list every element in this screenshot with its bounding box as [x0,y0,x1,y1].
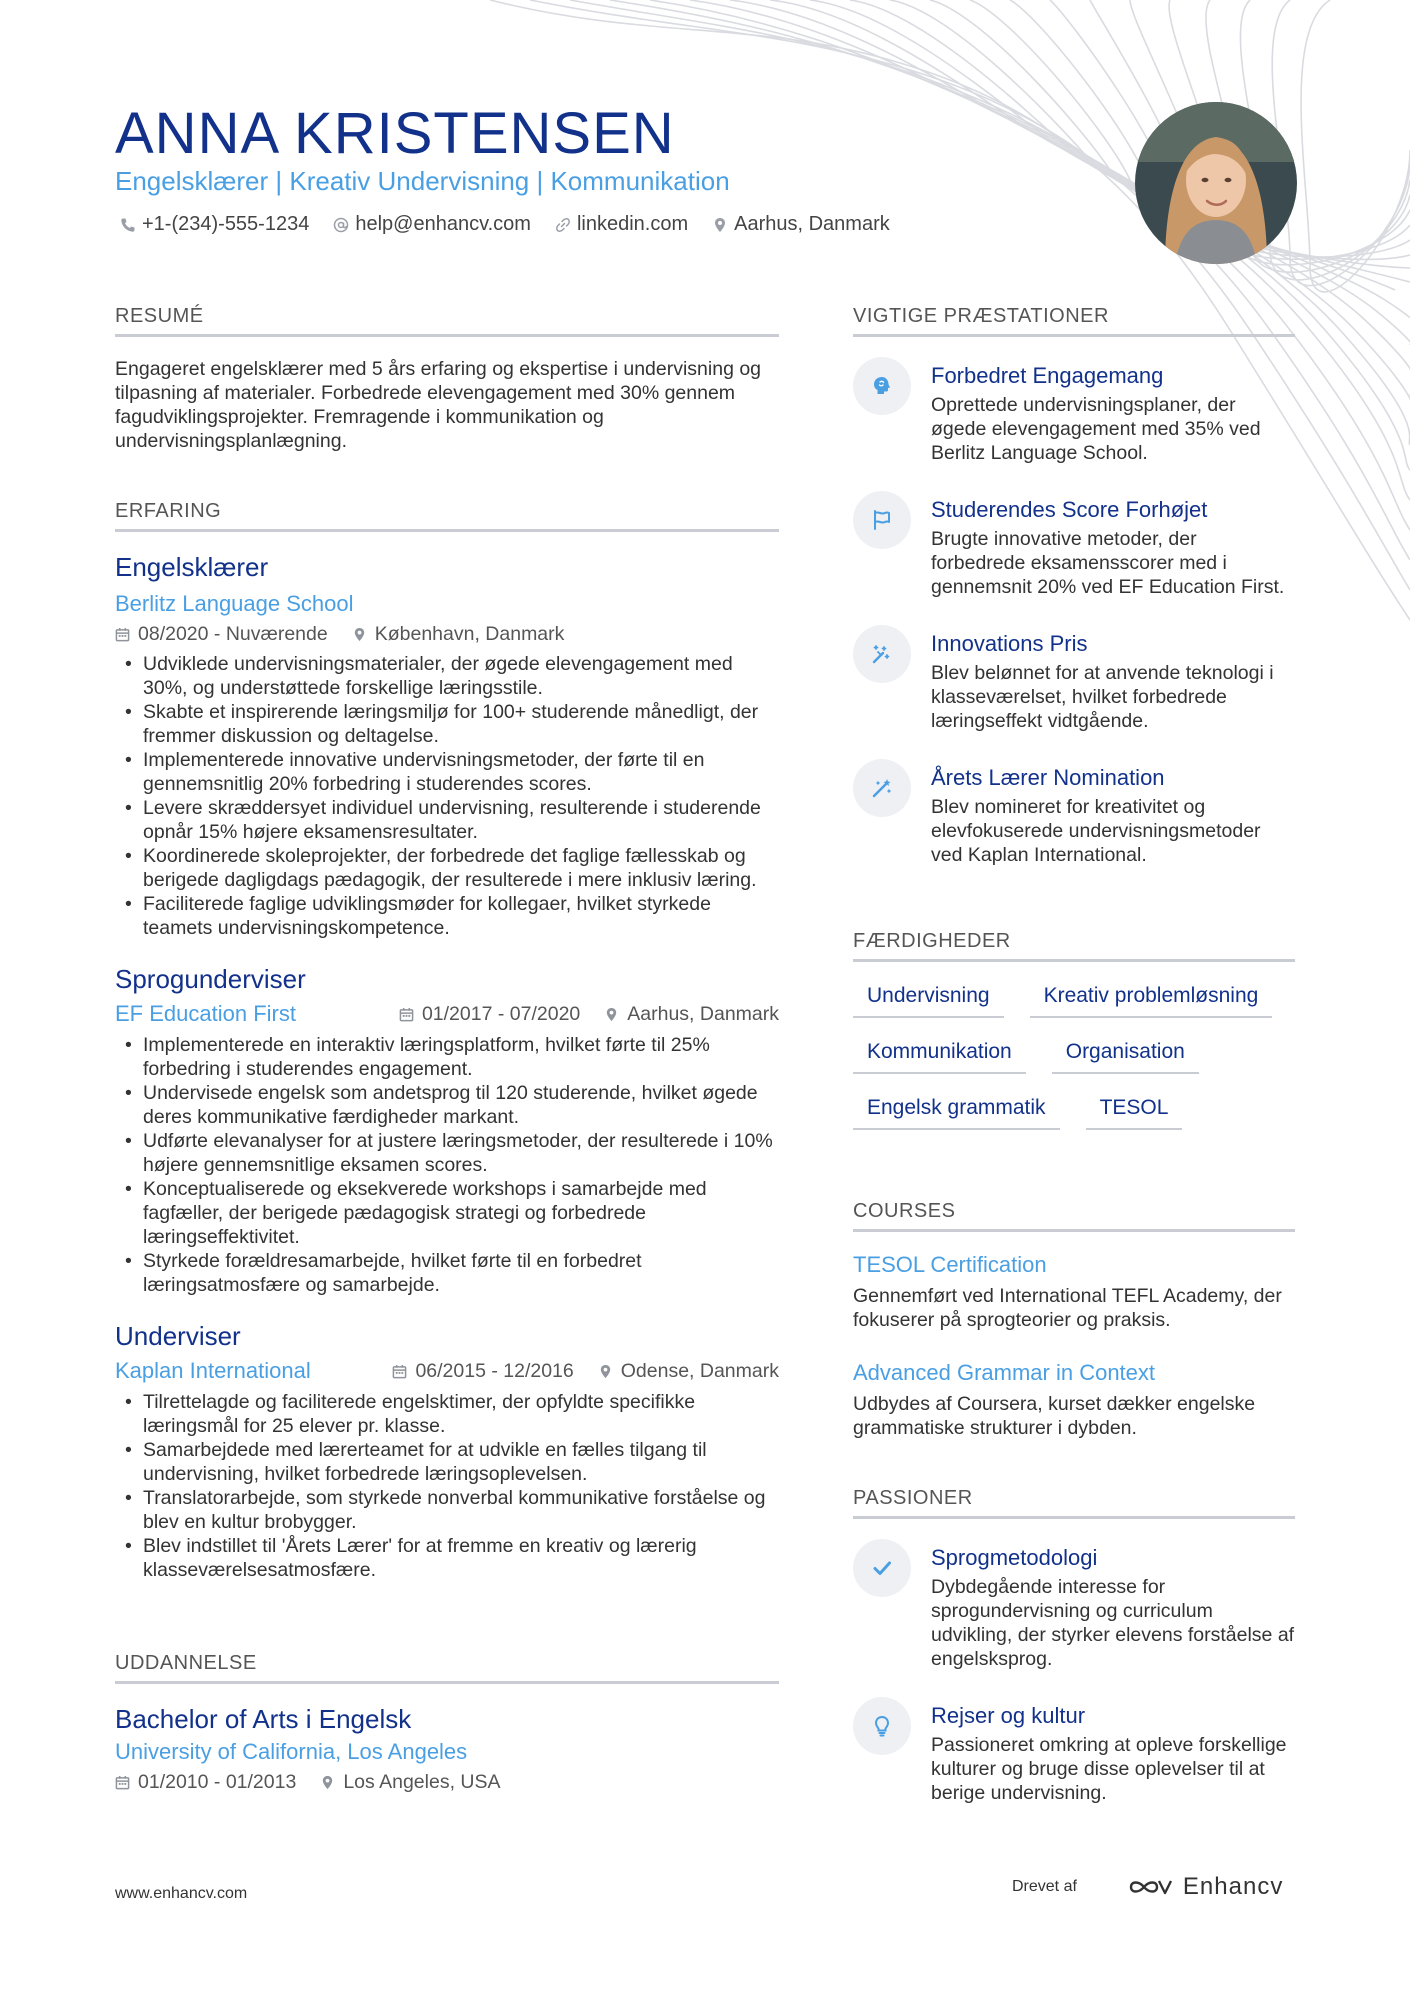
achievement-item [853,491,1295,599]
job-meta [115,623,779,646]
courses-title: COURSES [853,1200,1295,1232]
achievement-item [853,357,1295,465]
education-title: UDDANNELSE [115,1652,779,1684]
job-bullet: • Translatorarbejde, som styrkede nonverbal kommunikative forståelse og blev en kultur brobygger. [115,1486,779,1534]
contact-linkedin-text: linkedin.com [576,213,689,235]
job-bullet: • Implementerede innovative undervisningsmetoder, der førte til en gennemsnitlig 20% forbedring i studerendes scores. [115,748,779,796]
achievement-title: Studerendes Score Forhøjet [931,497,1208,522]
skill-tag: Engelsk grammatik [853,1096,1060,1130]
passion-icon-wrap [853,1697,911,1755]
experience-section [115,500,779,1582]
achievement-title: Forbedret Engagemang [931,363,1164,388]
education-school: University of California, Los Angeles [115,1739,468,1764]
passion-desc: Dybdegående interesse for sprogundervisning og curriculum udvikling, der styrker elevens forståelse af engelsksprog. [931,1576,1295,1670]
contact-location [712,213,890,236]
job-bullet: • Udviklede undervisningsmaterialer, der øgede elevengagement med 30%, og understøttede forskellige læringsstile. [115,652,779,700]
job-dates-text: 01/2017 - 07/2020 [421,1002,581,1025]
job-company: EF Education First [115,1001,296,1026]
course-item [853,1252,1295,1332]
job-bullet: • Samarbejdede med lærerteamet for at udvikle en fælles tilgang til undervisning, hvilket forbedrede læringsoplevelsen. [115,1438,779,1486]
footer-website[interactable]: www.enhancv.com [115,1885,248,1902]
job-company: Kaplan International [115,1358,311,1383]
brain-icon [870,374,894,398]
education-degree: Bachelor of Arts i Engelsk [115,1704,412,1734]
education-dates [115,1771,296,1794]
achievements-title: VIGTIGE PRÆSTATIONER [853,305,1295,337]
profile-photo [1135,102,1297,264]
passion-item [853,1697,1295,1805]
passion-item [853,1539,1295,1671]
course-desc: Gennemført ved International TEFL Academy, der fokuserer på sprogteorier og praksis. [853,1285,1282,1331]
experience-entry [115,964,779,1297]
courses-section [853,1200,1295,1440]
skills-title: FÆRDIGHEDER [853,930,1295,962]
flag-icon [870,508,894,532]
skill-tag: Kreativ problemløsning [1030,984,1273,1018]
skill-tag: Organisation [1052,1040,1199,1074]
passion-title: Rejser og kultur [931,1703,1086,1728]
enhancv-logo-text: Enhancv [1182,1873,1284,1900]
job-dates [115,623,328,646]
achievement-desc: Oprettede undervisningsplaner, der øgede elevengagement med 35% ved Berlitz Language School. [931,394,1261,464]
job-bullets [115,1390,779,1582]
contact-bar [120,213,890,236]
job-bullet: • Undervisede engelsk som andetsprog til 120 studerende, hvilket øgede deres kommunikative færdigheder markant. [115,1081,779,1129]
job-bullet: • Blev indstillet til 'Årets Lærer' for at fremme en kreativ og lærerig klasseværelsesatmosfære. [115,1534,779,1582]
location-pin-icon [604,1007,619,1022]
achievements-section [853,305,1295,893]
location-pin-icon [598,1364,613,1379]
summary-text: Engageret engelsklærer med 5 års erfaring og ekspertise i undervisning og tilpasning af materialer. Forbedrede elevengagement med 30% gennem fagudviklingsprojekter. Fremragende i kommunikation og undervisningsplanlægning. [115,358,762,452]
skill-tag: Undervisning [853,984,1004,1018]
contact-linkedin[interactable] [555,213,688,236]
job-location-text: Aarhus, Danmark [627,1002,779,1025]
job-role: Engelsklærer [115,552,269,582]
passion-icon-wrap [853,1539,911,1597]
education-dates-text: 01/2010 - 01/2013 [138,1771,297,1793]
course-title: Advanced Grammar in Context [853,1360,1156,1385]
job-company: Berlitz Language School [115,591,354,616]
achievement-title: Innovations Pris [931,631,1088,656]
footer-powered [1012,1873,1283,1901]
contact-email[interactable] [333,213,531,236]
experience-entry [115,552,779,940]
achievement-item [853,625,1295,733]
achievement-icon-wrap [853,357,911,415]
candidate-subtitle: Engelsklærer | Kreativ Undervisning | Kommunikation [115,166,730,196]
course-title: TESOL Certification [853,1252,1047,1277]
job-company-row [115,1001,779,1027]
job-bullets [115,1033,779,1297]
achievement-desc: Brugte innovative metoder, der forbedrede eksamensscorer med i gennemsnit 20% ved EF Education First. [931,528,1285,598]
education-meta [115,1771,779,1794]
achievement-title: Årets Lærer Nomination [931,765,1165,790]
job-bullet: • Styrkede forældresamarbejde, hvilket førte til en forbedret læringsatmosfære og samarbejde. [115,1249,779,1297]
job-role: Sprogunderviser [115,964,306,994]
contact-phone-text: +1-(234)-555-1234 [142,213,310,235]
job-location [352,623,565,646]
job-location-text: København, Danmark [374,623,565,645]
achievement-desc: Blev nomineret for kreativitet og elevfokuserede undervisningsmetoder ved Kaplan International. [931,796,1261,866]
enhancv-logo-icon [1127,1875,1173,1899]
course-desc: Udbydes af Coursera, kurset dækker engelske grammatiske strukturer i dybden. [853,1393,1256,1439]
achievement-icon-wrap [853,625,911,683]
job-location [598,1360,779,1383]
location-pin-icon [352,627,367,642]
at-icon [333,217,349,233]
experience-entry [115,1321,779,1582]
job-bullet: • Koordinerede skoleprojekter, der forbedrede det faglige fællesskab og berigede dagligdags pædagogik, der resulterede i mere inklusiv læring. [115,844,779,892]
skills-list [853,984,1295,1130]
job-bullet: • Konceptualiserede og eksekverede workshops i samarbejde med fagfæller, der berigede pædagogisk strategi og forbedrede læringseffektivitet. [115,1177,779,1249]
education-section [115,1652,779,1794]
skills-section [853,930,1295,1130]
contact-phone[interactable] [120,213,309,236]
job-bullet: • Implementerede en interaktiv læringsplatform, hvilket førte til 25% forbedring i studerendes engagement. [115,1033,779,1081]
candidate-name: ANNA KRISTENSEN [115,101,675,166]
enhancv-logo[interactable] [1127,1873,1283,1901]
contact-location-text: Aarhus, Danmark [734,213,890,235]
footer-powered-text: Drevet af [1012,1878,1077,1895]
calendar-icon [115,1775,130,1790]
achievement-desc: Blev belønnet for at anvende teknologi i klasseværelset, hvilket forbedrede læringseffekt vidtgående. [931,662,1274,732]
job-bullet: • Udførte elevanalyser for at justere læringsmetoder, der resulterede i 10% højere gennemsnitlige eksamen scores. [115,1129,779,1177]
sparkle-icon [870,642,894,666]
calendar-icon [115,627,130,642]
job-bullet: • Skabte et inspirerende læringsmiljø for 100+ studerende månedligt, der fremmer diskussion og deltagelse. [115,700,779,748]
passions-section [853,1487,1295,1831]
achievement-icon-wrap [853,759,911,817]
job-dates-text: 06/2015 - 12/2016 [415,1359,574,1382]
job-bullet: • Faciliterede faglige udviklingsmøder for kollegaer, hvilket styrkede teamets undervisningskompetence. [115,892,779,940]
achievement-icon-wrap [853,491,911,549]
education-location-text: Los Angeles, USA [343,1771,501,1793]
job-bullet: • Levere skræddersyet individuel undervisning, resulterende i studerende opnår 15% højere eksamensresultater. [115,796,779,844]
achievement-item [853,759,1295,867]
location-pin-icon [712,217,728,233]
skill-tag: Kommunikation [853,1040,1026,1074]
summary-title: RESUMÉ [115,305,779,337]
job-dates [399,1003,580,1026]
summary-section [115,305,779,453]
wand-icon [870,776,894,800]
job-location [604,1003,779,1026]
job-meta [399,1003,779,1026]
job-dates-text: 08/2020 - Nuværende [138,623,328,645]
passions-title: PASSIONER [853,1487,1295,1519]
job-role: Underviser [115,1321,241,1351]
contact-email-text: help@enhancv.com [355,213,531,235]
job-bullets [115,652,779,940]
phone-icon [120,217,136,233]
job-location-text: Odense, Danmark [620,1359,779,1382]
job-dates [392,1360,573,1383]
passion-title: Sprogmetodologi [931,1545,1098,1570]
calendar-icon [392,1364,407,1379]
experience-title: ERFARING [115,500,779,532]
calendar-icon [399,1007,414,1022]
skill-tag: TESOL [1086,1096,1183,1130]
check-icon [870,1556,894,1580]
location-pin-icon [320,1775,335,1790]
education-location [320,1771,500,1794]
course-item [853,1360,1295,1440]
lightbulb-icon [870,1714,894,1738]
job-meta [392,1360,779,1383]
job-bullet: • Tilrettelagde og faciliterede engelsktimer, der opfyldte specifikke læringsmål for 25 elever pr. klasse. [115,1390,779,1438]
job-company-row [115,1358,779,1384]
passion-desc: Passioneret omkring at opleve forskellige kulturer og bruge disse oplevelser til at berige undervisning. [931,1734,1287,1804]
link-icon [555,217,571,233]
